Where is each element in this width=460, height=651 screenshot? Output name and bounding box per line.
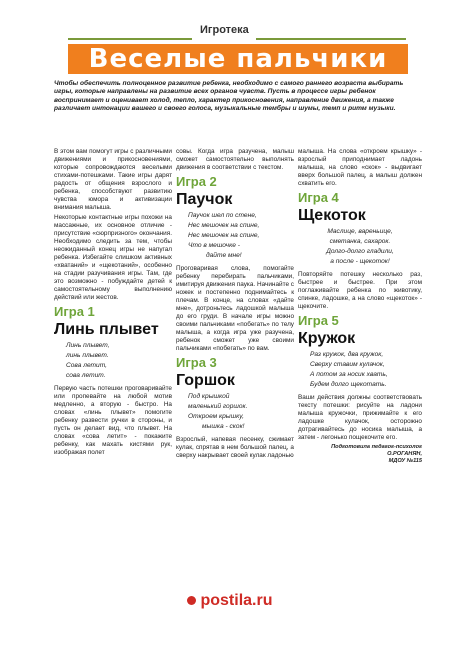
poem-line: Сверху ставим кулачок, [310, 361, 385, 368]
game-4-label: Игра 4 [298, 190, 339, 205]
poem-line: Паучок шел по стене, [188, 212, 257, 219]
poem-line: мышка - скок! [202, 423, 245, 430]
column-3 [298, 148, 422, 465]
paragraph: Первую часть потешки проговаривайте или пропевайте на любой мотив медленно, а вторую - быстро. На словах «линь плывет» помогите ребенку развести ручки в стороны, и пусть он делает вид, что плывет. На словах «сова летит» - покажите ребенку, как махать кистями рук, изображая полет [54, 385, 172, 456]
paragraph: Проговаривая слова, помогайте ребенку перебирать пальчиками, имитируя движения паука. Начинайте с ножек и постепенно поднимайтесь к плечам. В конце, на словах «дайте мне», дотроньтесь ладошкой малыша до его груди. В начале игры можно своими пальчиками «побегать» по телу малыша, а когда игра уже разучена, ребенок сможет уже своими пальчиками «побегать» по вам. [176, 265, 294, 352]
poem-line: а после - щекоток! [330, 258, 390, 265]
paragraph: малыша. На слова «откроем крышку» - взрослый приподнимает ладонь малыша, на слово «скок» - выдвигает вверх большой палец, а малыш должен схватить его. [298, 148, 422, 187]
poem-line: Нес мешочек на спине, [188, 232, 260, 239]
article-title: Веселые пальчики [68, 44, 408, 74]
heading-rule-left [68, 38, 192, 40]
heading-rule-right [256, 38, 406, 40]
game-5-title: Кружок [298, 330, 356, 347]
paragraph: В этом вам помогут игры с различными движениями и прикосновениями, которые сопровождаются веселыми стихами-потешками. Такие игры дарят радость от общения взрослого и ребенка, способствуют развитию чувства юмора и активизации внимания малыша. [54, 148, 172, 211]
paragraph: совы. Когда игра разучена, малыш сможет самостоятельно выполнять движения в соответствии с текстом. [176, 148, 294, 171]
watermark-logo [0, 592, 460, 610]
game-5-label: Игра 5 [298, 313, 339, 328]
game-3-title: Горшок [176, 372, 235, 389]
poem-line: Сова летит, [66, 362, 107, 369]
game-5-poem [298, 350, 422, 390]
game-2-poem [176, 211, 294, 261]
poem-line: Линь плывет, [66, 342, 110, 349]
paragraph: Некоторые контактные игры похожи на массажные, их основное отличие - присутствие «сюрпризного» окончания. Необходимо следить за тем, чтобы неожиданный конец игры не напугал ребенка. Избегайте слишком активных «хватаний» и «щекотаний», особенно на стадии разучивания игры. Там, где это возможно - побуждайте детей к самостоятельному выполнению действий или жестов. [54, 214, 172, 301]
game-4-title: Щекоток [298, 207, 366, 224]
poem-line: Откроем крышку, [188, 413, 244, 420]
section-heading: Игротека [200, 24, 249, 36]
column-2 [176, 148, 294, 462]
poem-line: маленький горшок. [188, 403, 248, 410]
poem-line: Долго-долго гладили, [326, 248, 394, 255]
paragraph: Ваши действия должны соответствовать тексту потешки: рисуйте на ладони малыша кружочки, прижимайте к его ладошке кулачок, осторожно дотрагивайтесь до носика малыша, а затем - легонько пощекочите его. [298, 394, 422, 441]
game-4-poem [298, 227, 422, 267]
paragraph: Повторяйте потешку несколько раз, быстрее и быстрее. При этом поглаживайте ребенка по животику, спинке, ладошке, а на слово «щекоток» - щекочите. [298, 271, 422, 310]
game-2-title: Паучок [176, 191, 233, 208]
game-3-poem [176, 392, 294, 432]
credit-line: О.РОГАНЯН, [387, 451, 422, 457]
paragraph: Взрослый, напевая песенку, сжимает кулак, спрятав в нем большой палец, а сверху накрывает своей кулак ладонью [176, 436, 294, 459]
poem-line: Нес мешочек на спине, [188, 222, 260, 229]
game-1-poem [54, 341, 172, 381]
poem-line: сова летит. [66, 372, 106, 379]
poem-line: Раз кружок, два кружок, [310, 351, 384, 358]
intro-paragraph: Чтобы обеспечить полноценное развитие ребенка, необходимо с самого раннего возраста выбирать игры, которые направлены на развитие всех органов чувств. Пусть в процессе игры ребенок воспринимает и оценивает холод, тепло, характер прикосновения, направление движения, а также различает интонации вашего и своего голоса, музыкальные тембры и шумы, темп и ритм музыки. [54, 80, 404, 113]
author-credit [298, 444, 422, 465]
game-1-title: Линь плывет [54, 321, 159, 338]
poem-line: дайте мне! [206, 252, 242, 259]
game-1-label: Игра 1 [54, 304, 95, 319]
poem-line: линь плывет. [66, 352, 109, 359]
watermark-text: postila.ru [200, 592, 273, 609]
game-2-label: Игра 2 [176, 174, 217, 189]
poem-line: Что в мешочке - [188, 242, 240, 249]
poem-line: Под крышкой [188, 393, 230, 400]
poem-line: сметанка, сахарок. [329, 238, 391, 245]
magazine-page [48, 18, 426, 576]
credit-line: Подготовила педагог-психолог [331, 444, 422, 450]
game-3-label: Игра 3 [176, 355, 217, 370]
poem-line: Будем долго щекотать. [310, 381, 387, 388]
credit-line: МДОУ №115 [388, 458, 422, 464]
column-1 [54, 148, 172, 459]
poem-line: Маслице, вареньице, [327, 228, 393, 235]
logo-dot-icon [187, 596, 196, 605]
poem-line: А потом за носик хвать, [310, 371, 388, 378]
